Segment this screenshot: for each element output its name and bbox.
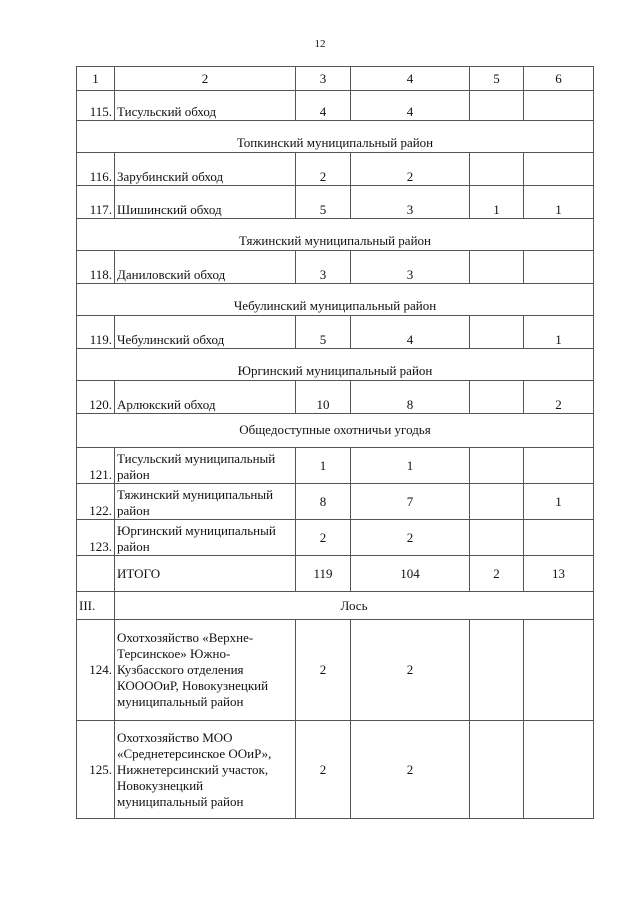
row-name: Зарубинский обход [115, 153, 296, 186]
row-number: 121. [77, 448, 115, 484]
row-col4: 3 [351, 251, 470, 284]
row-number: 123. [77, 520, 115, 556]
data-table [76, 66, 594, 819]
row-name: Арлюкский обход [115, 381, 296, 414]
row-name: Охотхозяйство МОО «Среднетерсинское ООиР», Нижнетерсинский участок, Новокузнецкий муниципальный район [115, 721, 296, 819]
row-col6 [524, 91, 594, 121]
section-row [77, 349, 594, 381]
header-cell-3: 3 [296, 67, 351, 91]
group-row [77, 592, 594, 620]
row-number: 115. [77, 91, 115, 121]
row-col4: 2 [351, 520, 470, 556]
row-number: 124. [77, 620, 115, 721]
row-col3: 119 [296, 556, 351, 592]
row-number [77, 556, 115, 592]
row-col5 [470, 153, 524, 186]
row-col4: 4 [351, 91, 470, 121]
row-col6 [524, 721, 594, 819]
row-number: 118. [77, 251, 115, 284]
total-row [77, 556, 594, 592]
row-name: Шишинский обход [115, 186, 296, 219]
row-name: Охотхозяйство «Верхне-Терсинское» Южно-Кузбасского отделения КОOOОиР, Новокузнецкий муниципальный район [115, 620, 296, 721]
row-col6 [524, 520, 594, 556]
row-name: Тисульский обход [115, 91, 296, 121]
row-col6: 2 [524, 381, 594, 414]
row-col5 [470, 316, 524, 349]
group-number: III. [77, 592, 115, 620]
row-number: 119. [77, 316, 115, 349]
row-col3: 2 [296, 721, 351, 819]
row-col4: 2 [351, 620, 470, 721]
row-col6 [524, 153, 594, 186]
row-col5 [470, 484, 524, 520]
row-col5 [470, 381, 524, 414]
row-name: ИТОГО [115, 556, 296, 592]
row-col6 [524, 251, 594, 284]
row-col3: 5 [296, 316, 351, 349]
row-name: Даниловский обход [115, 251, 296, 284]
row-col3: 2 [296, 520, 351, 556]
table-row [77, 251, 594, 284]
table-row [77, 448, 594, 484]
header-cell-1: 1 [77, 67, 115, 91]
section-title: Общедоступные охотничьи угодья [77, 414, 594, 448]
table-row [77, 620, 594, 721]
row-col3: 2 [296, 153, 351, 186]
row-name: Чебулинский обход [115, 316, 296, 349]
row-col6 [524, 620, 594, 721]
table-row [77, 381, 594, 414]
group-title: Лось [115, 592, 594, 620]
row-col4: 7 [351, 484, 470, 520]
table-row [77, 484, 594, 520]
row-col3: 10 [296, 381, 351, 414]
row-col3: 1 [296, 448, 351, 484]
row-col3: 8 [296, 484, 351, 520]
row-col6: 13 [524, 556, 594, 592]
section-title: Топкинский муниципальный район [77, 121, 594, 153]
section-row [77, 284, 594, 316]
row-col4: 4 [351, 316, 470, 349]
row-number: 117. [77, 186, 115, 219]
table-row [77, 153, 594, 186]
row-col5 [470, 520, 524, 556]
row-col3: 3 [296, 251, 351, 284]
row-number: 120. [77, 381, 115, 414]
row-col6: 1 [524, 316, 594, 349]
row-col5 [470, 620, 524, 721]
row-col5 [470, 721, 524, 819]
table-row [77, 316, 594, 349]
row-number: 125. [77, 721, 115, 819]
row-name: Тисульский муниципальный район [115, 448, 296, 484]
row-col6 [524, 448, 594, 484]
row-col4: 8 [351, 381, 470, 414]
row-col4: 3 [351, 186, 470, 219]
table-header-row [77, 67, 594, 91]
section-title: Чебулинский муниципальный район [77, 284, 594, 316]
row-name: Тяжинский муниципальный район [115, 484, 296, 520]
header-cell-6: 6 [524, 67, 594, 91]
table-row [77, 91, 594, 121]
row-col5: 1 [470, 186, 524, 219]
header-cell-2: 2 [115, 67, 296, 91]
row-number: 116. [77, 153, 115, 186]
row-col5: 2 [470, 556, 524, 592]
row-number: 122. [77, 484, 115, 520]
row-col4: 2 [351, 721, 470, 819]
table-row [77, 520, 594, 556]
header-cell-5: 5 [470, 67, 524, 91]
row-col4: 104 [351, 556, 470, 592]
row-col5 [470, 448, 524, 484]
row-col4: 2 [351, 153, 470, 186]
section-row [77, 414, 594, 448]
header-cell-4: 4 [351, 67, 470, 91]
section-row [77, 121, 594, 153]
row-name: Юргинский муниципальный район [115, 520, 296, 556]
section-title: Тяжинский муниципальный район [77, 219, 594, 251]
section-title: Юргинский муниципальный район [77, 349, 594, 381]
row-col4: 1 [351, 448, 470, 484]
page-number: 12 [314, 38, 326, 50]
row-col3: 2 [296, 620, 351, 721]
row-col5 [470, 251, 524, 284]
row-col5 [470, 91, 524, 121]
row-col3: 5 [296, 186, 351, 219]
table-row [77, 186, 594, 219]
row-col3: 4 [296, 91, 351, 121]
row-col6: 1 [524, 186, 594, 219]
row-col6: 1 [524, 484, 594, 520]
table-row [77, 721, 594, 819]
section-row [77, 219, 594, 251]
